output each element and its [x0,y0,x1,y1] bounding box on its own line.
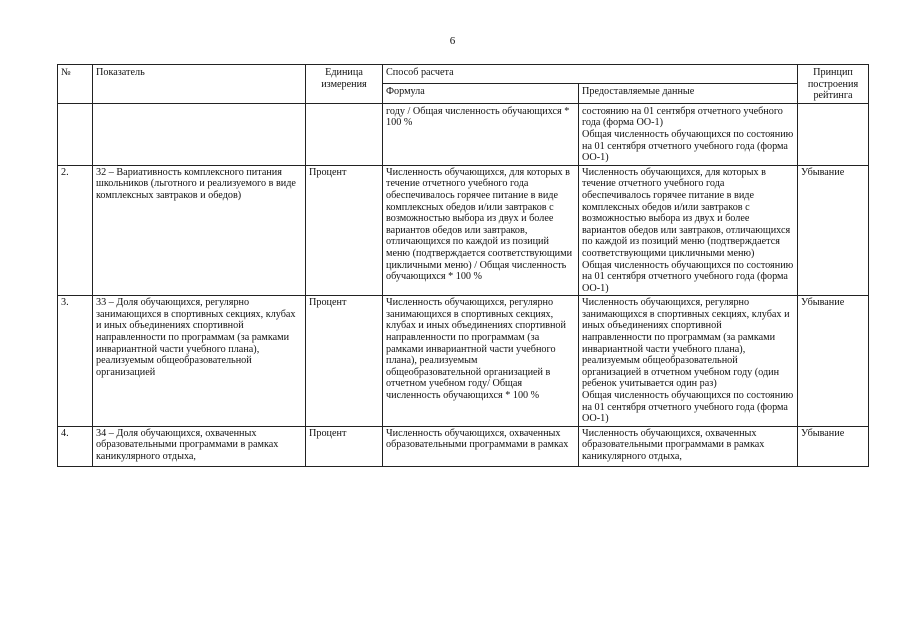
row-data [579,165,798,296]
data-text-total: Общая численность обучающихся по состоянию на 01 сентября отчетного учебного года (форма ОО-1) [582,259,794,294]
row-formula [383,426,579,466]
row-principle: Убывание [798,426,869,466]
row-indicator: 32 – Вариативность комплексного питания школьников (льготного и реализуемого в виде комплексных завтраков и обедов) [93,165,306,296]
formula-text: году / Общая численность обучающихся * 100 % [386,105,570,129]
data-text: Численность обучающихся, регулярно занимающихся в спортивных секциях, клубах и иных объединениях спортивной направленности по программам (за рамками инвариантной части учебного плана), реализуемым общеобразовательной организацией в отчетном учебном году (один ребенок учитывается один раз) [582,297,790,390]
row-formula [383,165,579,296]
row-unit: Процент [306,165,383,296]
formula-text: Численность обучающихся, для которых в течение отчетного учебного года обеспечивалось горячее питание в виде комплексных обедов и/или завтраков с возможностью выбора из двух и более вариантов обедов или завтраков, отличающихся по каждой из позиций меню (подтверждается соответствующими цикличными меню) / Общая численность обучающихся * 100 % [386,166,573,283]
data-text: состоянию на 01 сентября отчетного учебного года (форма ОО-1) [582,105,783,129]
row-principle: Убывание [798,165,869,296]
row-num [58,103,93,165]
row-unit: Процент [306,426,383,466]
header-formula: Формула [383,84,579,103]
row-indicator [93,103,306,165]
row-indicator: 33 – Доля обучающихся, регулярно занимающихся в спортивных секциях, клубах и иных объединениях спортивной направленности по программам (за рамками инвариантной части учебного плана), реализуемым общеобразовательной организацией [93,296,306,427]
header-row [58,65,869,84]
table-row [58,296,869,427]
table-row [58,103,869,165]
indicators-table [57,64,869,467]
data-text: Численность обучающихся, охваченных образовательными программами в рамках каникулярного отдыха, [582,427,765,462]
row-principle [798,103,869,165]
row-num: 3. [58,296,93,427]
header-indicator: Показатель [93,65,306,104]
header-principle: Принцип построения рейтинга [798,65,869,104]
page-number: 6 [449,35,456,47]
row-data [579,426,798,466]
header-method: Способ расчета [383,65,798,84]
data-text-total: Общая численность обучающихся по состоянию на 01 сентября отчетного учебного года (форма ОО-1) [582,128,794,164]
row-unit: Процент [306,296,383,427]
header-num: № [58,65,93,104]
table-row [58,426,869,466]
header-unit: Единица измерения [306,65,383,104]
row-data [579,103,798,165]
row-num: 4. [58,426,93,466]
table-row [58,165,869,296]
data-text-total: Общая численность обучающихся по состоянию на 01 сентября отчетного учебного года (форма ОО-1) [582,390,794,425]
row-formula [383,103,579,165]
row-unit [306,103,383,165]
row-principle: Убывание [798,296,869,427]
formula-text: Численность обучающихся, регулярно занимающихся в спортивных секциях, клубах и иных объединениях спортивной направленности по программам (за рамками инвариантной части учебного плана), реализуемым общеобразовательной организацией в отчетном учебном году/ Общая численность обучающихся * 100 % [386,297,566,402]
row-num: 2. [58,165,93,296]
row-formula [383,296,579,427]
header-data-provided: Предоставляемые данные [579,84,798,103]
row-indicator: 34 – Доля обучающихся, охваченных образовательными программами в рамках каникулярного отдыха, [93,426,306,466]
formula-text: Численность обучающихся, охваченных образовательными программами в рамках [386,427,569,451]
data-text: Численность обучающихся, для которых в течение отчетного учебного года обеспечивалось горячее питание в виде комплексных обедов и/или завтраков с возможностью выбора из двух и более вариантов обедов или завтраков, отличающихся по каждой из позиций меню (подтверждается соответствующими цикличными меню) [582,166,791,259]
row-data [579,296,798,427]
